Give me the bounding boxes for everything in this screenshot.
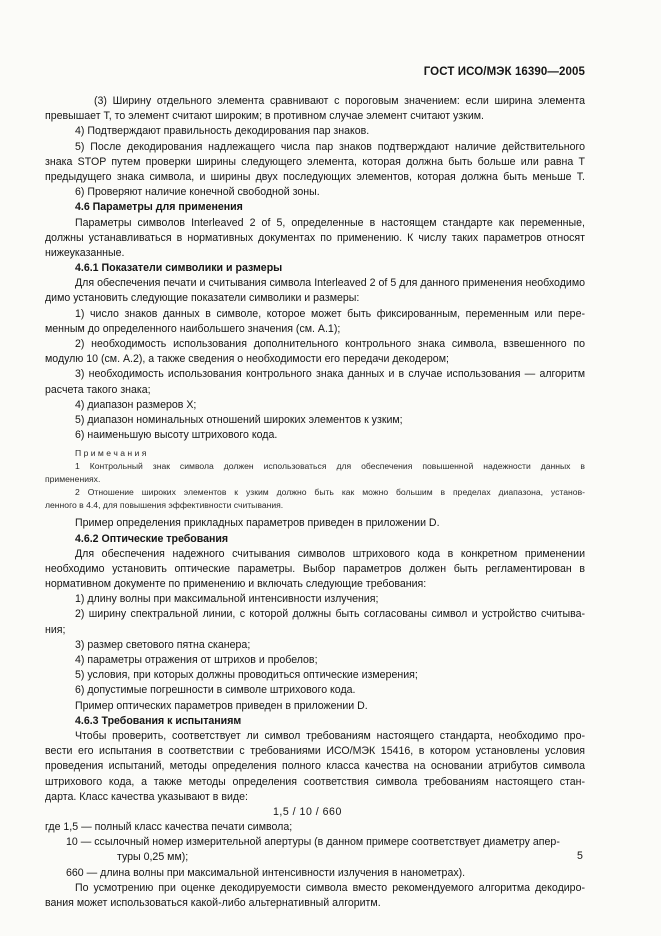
- text-line: 660 — длина волны при максимальной интенсивности излучения в нанометрах).: [66, 866, 466, 879]
- text-line: необходимо установить оптические параметры. Выбор параметров должен быть регламентирован в: [45, 562, 585, 575]
- text-line: превышает T, то элемент считают широким; в противном случае элемент считают узким.: [45, 110, 484, 123]
- text-line: 2 Отношение широких элементов к узким должно быть как можно большим в пределах диапазона, установ-: [75, 487, 585, 498]
- text-line: модулю 10 (см. А.2), а также сведения о необходимости его передачи декодером;: [45, 353, 449, 366]
- text-line: 2) необходимость использования дополнительного контрольного знака символа, взвешенного по: [75, 338, 585, 350]
- text-line: 4) параметры отражения от штрихов и пробелов;: [75, 654, 318, 666]
- text-line: 3) размер светового пятна сканера;: [75, 638, 251, 651]
- text-line: штрихового кода, а также методы определения соответствия символа требованиям настоящего стан-: [45, 775, 585, 788]
- text-line: 3) необходимость использования контрольного знака данных и в случае использования — алгоритм: [75, 368, 585, 381]
- text-line: 6) допустимые погрешности в символе штрихового кода.: [75, 684, 356, 697]
- text-line: 1) длину волны при максимальной интенсивности излучения;: [75, 593, 379, 606]
- text-line: По усмотрению при оценке декодируемости символа вместо рекомендуемого алгоритма декодиро-: [75, 881, 585, 894]
- text-line: Для обеспечения надежного считывания символов штрихового кода в конкретном применении: [75, 547, 585, 560]
- text-line: проведения испытаний, методы определения полного класса качества на основании атрибутов символа: [45, 760, 585, 773]
- text-line: знака STOP путем проверки ширины следующего элемента, которая должна быть больше или равна T: [45, 155, 585, 168]
- text-line: предыдущего знака символа, и ширины двух последующих элементов, которая должна быть меньше T.: [45, 170, 585, 183]
- text-line: нормативном документе по применению и включать следующие требования:: [45, 578, 427, 591]
- text-line: вания может использоваться какой-либо альтернативный алгоритм.: [45, 897, 381, 909]
- text-line: 5) диапазон номинальных отношений широких элементов к узким;: [75, 413, 403, 426]
- text-line: расчета такого знака;: [45, 383, 151, 396]
- text-line: 1) число знаков данных в символе, которое может быть фиксированным, переменным или пере-: [75, 307, 585, 320]
- text-line: 5) условия, при которых должны проводиться оптические измерения;: [75, 669, 418, 682]
- text-line: вести его испытания в соответствии с требованиями ИСО/МЭК 15416, в котором установлены условия: [45, 745, 585, 758]
- text-line: ния;: [45, 623, 66, 636]
- text-line: Пример определения прикладных параметров приведен в приложении D.: [75, 517, 440, 530]
- text-line: Параметры символов Interleaved 2 of 5, определенные в настоящем стандарте как переменные,: [75, 216, 585, 229]
- text-line: 6) Проверяют наличие конечной свободной зоны.: [75, 186, 320, 199]
- text-line: 5) После декодирования надлежащего числа пар знаков подтверждают наличие действительного: [75, 140, 585, 153]
- text-line: ленного в 4.4, для повышения эффективности считывания.: [45, 500, 284, 511]
- text-line: (3) Ширину отдельного элемента сравнивают с пороговым значением: если ширина элемента: [94, 95, 585, 107]
- text-line: дарта. Класс качества указывают в виде:: [45, 790, 248, 803]
- text-line: должны устанавливаться в нормативных документах по применению. К числу таких параметров относят: [45, 231, 585, 244]
- text-line: применениях.: [45, 474, 101, 485]
- standard-header: ГОСТ ИСО/МЭК 16390—2005: [423, 66, 585, 78]
- page-number: 5: [577, 850, 583, 862]
- text-line: где 1,5 — полный класс качества печати символа;: [45, 821, 293, 834]
- text-line: 4) диапазон размеров X;: [75, 398, 197, 411]
- text-line: 6) наименьшую высоту штрихового кода.: [75, 429, 278, 442]
- text-line: 1,5 / 10 / 660: [273, 805, 342, 818]
- text-line: 10 — ссылочный номер измерительной апертуры (в данном примере соответствует диаметру апер-: [66, 836, 560, 849]
- text-line: туры 0,25 мм);: [117, 851, 189, 864]
- text-line: 4.6.2 Оптические требования: [75, 532, 229, 545]
- text-line: Пример оптических параметров приведен в приложении D.: [75, 699, 368, 712]
- text-line: 2) ширину спектральной линии, с которой должны быть согласованы символ и устройство считыва-: [75, 608, 585, 621]
- text-line: 4.6.1 Показатели символики и размеры: [75, 262, 283, 275]
- text-line: П р и м е ч а н и я: [75, 448, 147, 459]
- text-line: Для обеспечения печати и считывания символа Interleaved 2 of 5 для данного применения необходимо: [75, 277, 585, 290]
- text-line: 1 Контрольный знак символа должен использоваться для обеспечения повышенной надежности данных в: [75, 461, 585, 472]
- text-line: димо установить следующие показатели символики и размеры:: [45, 292, 360, 305]
- text-line: 4.6.3 Требования к испытаниям: [75, 714, 242, 727]
- page-body: [45, 94, 585, 911]
- text-line: 4.6 Параметры для применения: [75, 201, 243, 214]
- text-line: 4) Подтверждают правильность декодирования пар знаков.: [75, 125, 370, 138]
- text-line: нижеуказанные.: [45, 246, 125, 259]
- text-line: менным до определенного наибольшего значения (см. А.1);: [45, 322, 341, 335]
- text-line: Чтобы проверить, соответствует ли символ требованиям настоящего стандарта, необходимо про-: [75, 729, 585, 742]
